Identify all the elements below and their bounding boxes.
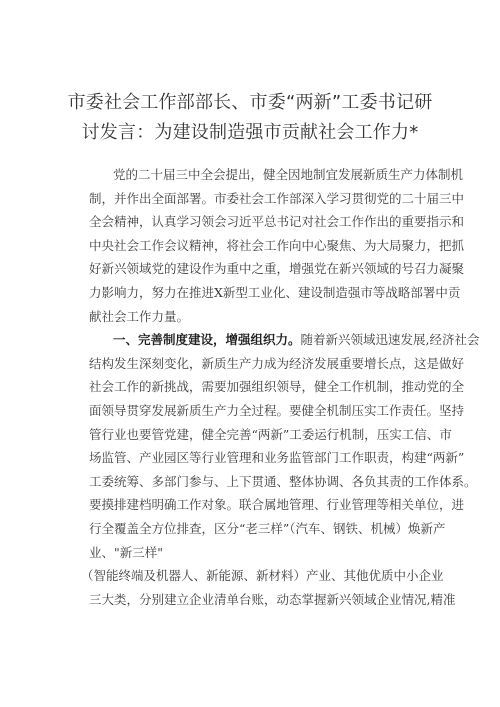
paragraph-line: 全会精神，认真学习领会习近平总书记对社会工作作出的重要指示和 [89, 214, 465, 230]
paragraph-line: 制，并作出全面部署。市委社会工作部深入学习贯彻党的二十届三中 [89, 190, 465, 206]
paragraph-line: 献社会工作力量。 [89, 308, 190, 324]
paragraph-line: 社会工作的新挑战，需要加强组织领导，健全工作机制，推动党的全 [89, 379, 465, 395]
paragraph-line: 业、"新三样" [89, 544, 163, 560]
paragraph-line: 力影响力，努力在推进X新型工业化、建设制造强市等战略部署中贡 [89, 284, 461, 300]
section-1-paragraph [81, 328, 480, 611]
paragraph-line: 场监管、产业园区等行业管理和业务监管部门工作职责，构建“两新” [89, 450, 465, 466]
title-line: 讨发言：为建设制造强市贡献社会工作力* [81, 122, 419, 143]
section-1-first-line [89, 328, 480, 352]
section-1-heading: 一、完善制度建设，增强组织力。 [113, 332, 301, 348]
intro-paragraph [89, 163, 465, 328]
paragraph-line-rest: 随着新兴领域迅速发展,经济社会 [300, 332, 480, 348]
paragraph-line: 面领导贯穿发展新质生产力全过程。要健全机制压实工作责任。坚持 [89, 402, 465, 418]
paragraph-line: 管行业也要管党建，健全完善“两新”工委运行机制，压实工信、市 [89, 426, 452, 442]
document-title [60, 88, 440, 148]
paragraph-line: 中央社会工作会议精神，将社会工作向中心聚焦、为大局聚力，把抓 [89, 237, 465, 253]
paragraph-line: 党的二十届三中全会提出，健全因地制宜发展新质生产力体制机 [113, 167, 464, 182]
paragraph-line: （智能终端及机器人、新能源、新材料）产业、其他优质中小企业 [81, 568, 444, 584]
paragraph-line: 工委统筹、多部门参与、上下贯通、整体协调、各负其责的工作体系。 [89, 473, 477, 489]
paragraph-line: 行全覆盖全方位排查，区分“老三样”（汽车、钢铁、机械）焕新产 [89, 520, 446, 536]
paragraph-line: 要摸排建档明确工作对象。联合属地管理、行业管理等相关单位，进 [89, 497, 465, 513]
paragraph-line: 三大类，分别建立企业清单台账，动态掌握新兴领域企业情况,精准 [89, 591, 456, 607]
paragraph-line: 好新兴领域党的建设作为重中之重，增强党在新兴领域的号召力凝聚 [89, 261, 465, 277]
title-line: 市委社会工作部部长、市委“两新”工委书记研 [67, 92, 433, 113]
paragraph-line: 结构发生深刻变化，新质生产力成为经济发展重要增长点，这是做好 [89, 355, 465, 371]
document-body [81, 163, 480, 611]
